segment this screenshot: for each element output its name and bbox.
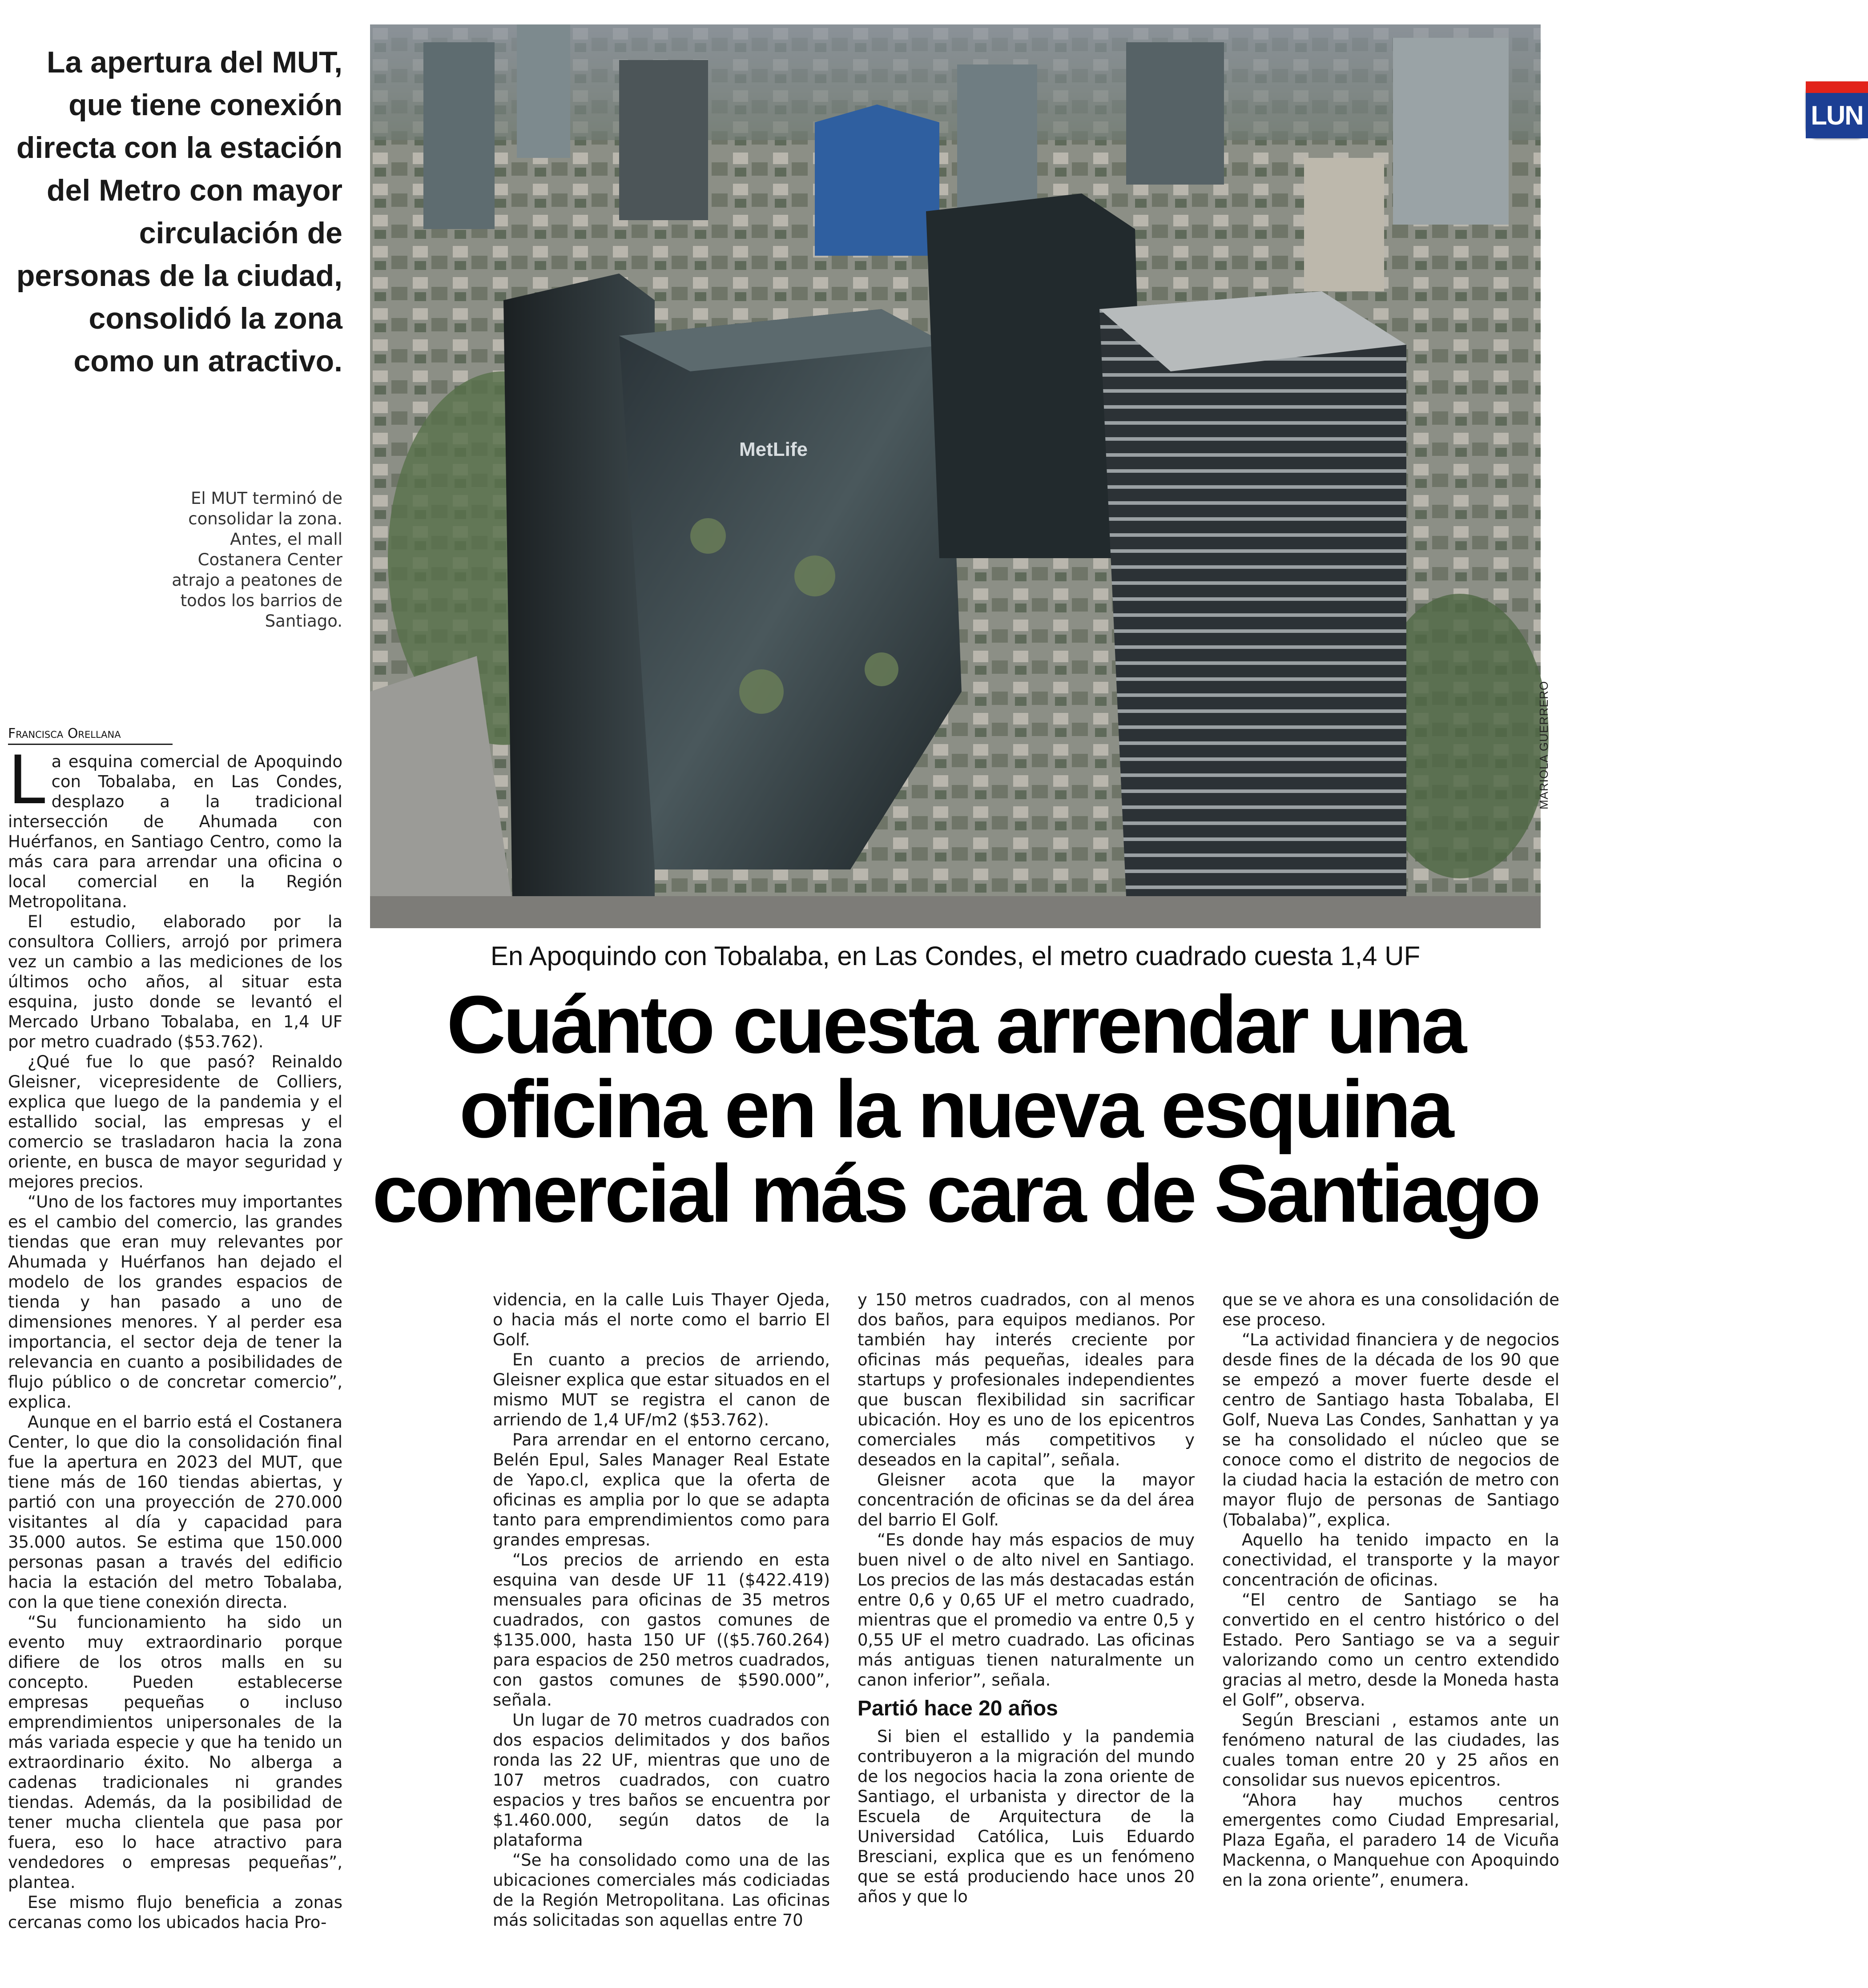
paragraph: ¿Qué fue lo que pasó? Reinaldo Gleisner, vicepresidente de Colliers, explica que luego de la pandemia y el estallido social, las empresas y el comercio se trasladaron hacia la zona oriente, en busca de mayor seguridad y mejores precios.: [8, 1052, 342, 1191]
headline-line-2: oficina en la nueva esquina: [459, 1063, 1452, 1155]
paragraph: a esquina comercial de Apoquindo con Tobalaba, en Las Condes, desplazo a la tradicional intersección de Ahumada con Huérfanos, en Santiago Centro, como la más cara para arrendar una oficina o local comercial en la Región Metropolitana.: [8, 752, 342, 911]
article-column-2: [493, 1290, 830, 1984]
aerial-photo-illustration: [370, 24, 1541, 928]
lun-logo-badge: [1806, 81, 1868, 138]
pull-quote: La apertura del MUT, que tiene conexión directa con la estación del Metro con mayor circulación de personas de la ciudad, consolidó la zona como un atractivo.: [16, 45, 342, 378]
article-column-4: [1222, 1290, 1559, 1984]
paragraph: Para arrendar en el entorno cercano, Belén Epul, Sales Manager Real Estate de Yapo.cl, explica que la oferta de oficinas es amplia por lo que se adapta tanto para emprendimientos como para grandes empresas.: [493, 1430, 830, 1549]
paragraph: “Ahora hay muchos centros emergentes como Ciudad Empresarial, Plaza Egaña, el paradero 14 de Vicuña Mackenna, o Manquehue con Apoquindo en la zona oriente”, enumera.: [1222, 1791, 1559, 1890]
paragraph: Si bien el estallido y la pandemia contribuyeron a la migración del mundo de los negocios hacia la zona oriente de Santiago, el urbanista y director de la Escuela de Arquitectura de la Universidad Católica, Luis Eduardo Bresciani, explica que es un fenómeno que se está produciendo hace unos 20 años y que lo: [858, 1727, 1195, 1906]
paragraph: Gleisner acota que la mayor concentración de oficinas se da del área del barrio El Golf.: [858, 1470, 1195, 1529]
lun-logo-text: LUN: [1806, 93, 1868, 138]
headline: [370, 978, 1541, 1239]
paragraph: “El centro de Santiago se ha convertido en el centro histórico o del Estado. Pero Santiago se va a seguir valorizando como un centro extendido gracias al metro, desde la Moneda hasta el Golf”, observa.: [1222, 1590, 1559, 1710]
paragraph: El estudio, elaborado por la consultora Colliers, arrojó por primera vez un cambio a las mediciones de los últimos ocho años, al situar esta esquina, justo donde se levantó el Mercado Urbano Tobalaba, en 1,4 UF por metro cuadrado ($53.762).: [8, 912, 342, 1051]
kicker: En Apoquindo con Tobalaba, en Las Condes, el metro cuadrado cuesta 1,4 UF: [490, 941, 1421, 971]
paragraph: y 150 metros cuadrados, con al menos dos baños, para equipos medianos. Por también hay interés creciente por oficinas más pequeñas, ideales para startups y profesionales independientes que buscan flexibilidad sin sacrificar ubicación. Hoy es uno de los epicentros comerciales más competitivos y deseados en la capital”, señala.: [858, 1290, 1195, 1469]
paragraph: Ese mismo flujo beneficia a zonas cercanas como los ubicados hacia Pro-: [8, 1893, 342, 1932]
paragraph: Aunque en el barrio está el Costanera Center, lo que dio la consolidación final fue la apertura en 2023 del MUT, que tiene más de 160 tiendas abiertas, y partió con una proyección de 270.000 visitantes al día y capacidad para 35.000 autos. Se estima que 150.000 personas pasan a través del edificio hacia la estación del metro Tobalaba, con la que tiene conexión directa.: [8, 1413, 342, 1612]
paragraph: “Su funcionamiento ha sido un evento muy extraordinario porque difiere de los otros malls en su concepto. Pueden establecerse empresas pequeñas o incluso emprendimientos unipersonales de la más variada especie y que ha tenido un extraordinario éxito. No alberga a cadenas tradicionales ni grandes tiendas. Además, da la posibilidad de tener mucha clientela que pasa por fuera, eso lo hace atractivo para vendedores o empresas pequeñas”, plantea.: [8, 1613, 342, 1892]
subheading: Partió hace 20 años: [858, 1697, 1058, 1720]
article-column-1: [8, 742, 342, 1979]
paragraph: “La actividad financiera y de negocios desde fines de la década de los 90 que se empezó a mover fuerte desde el centro de Santiago hasta Tobalaba, El Golf, Nueva Las Condes, Sanhattan y ya se ha consolidado el núcleo que se conoce como el distrito de negocios de la ciudad hacia la estación de metro con mayor flujo de personas de Santiago (Tobalaba)”, explica.: [1222, 1330, 1559, 1529]
headline-line-1: Cuánto cuesta arrendar una: [447, 978, 1464, 1070]
paragraph: Un lugar de 70 metros cuadrados con dos espacios delimitados y dos baños ronda las 22 UF, mientras que uno de 107 metros cuadrados, con cuatro espacios y tres baños se encuentra por $1.460.000, según datos de la plataforma: [493, 1710, 830, 1850]
paragraph: “Los precios de arriendo en esta esquina van desde UF 11 ($422.419) mensuales para oficinas de 35 metros cuadrados, con gastos comunes de $135.000, hasta 150 UF (($5.760.264) para espacios de 250 metros cuadrados, con gastos comunes de $590.000”, señala.: [493, 1550, 830, 1710]
paragraph: que se ve ahora es una consolidación de ese proceso.: [1222, 1290, 1559, 1329]
dropcap: L: [8, 742, 45, 819]
paragraph: Aquello ha tenido impacto en la conectividad, el transporte y la mayor concentración de oficinas.: [1222, 1530, 1559, 1590]
photo-credit: MARIOLA GUERRERO: [1537, 680, 1550, 809]
paragraph: videncia, en la calle Luis Thayer Ojeda, o hacia más el norte como el barrio El Golf.: [493, 1290, 830, 1349]
headline-line-3: comercial más cara de Santiago: [372, 1147, 1539, 1239]
paragraph: “Se ha consolidado como una de las ubicaciones comerciales más codiciadas de la Región Metropolitana. Las oficinas más solicitadas son aquellas entre 70: [493, 1851, 830, 1930]
article-column-3: [858, 1290, 1195, 1984]
paragraph: “Uno de los factores muy importantes es el cambio del comercio, las grandes tiendas que eran muy relevantes por Ahumada y Huérfanos han dejado el modelo de los grandes espacios de tienda y han pasado a uno de dimensiones menores. Y al perder esa importancia, el sector deja de tener la relevancia en cuanto a posibilidades de flujo público o de concretar comercio”, explica.: [8, 1192, 342, 1412]
paragraph: “Es donde hay más espacios de muy buen nivel o de alto nivel en Santiago. Los precios de las más destacadas están entre 0,6 y 0,65 UF el metro cuadrado, mientras que el promedio va entre 0,5 y 0,55 UF el metro cuadrado. Las oficinas más antiguas tienen naturalmente un canon inferior”, señala.: [858, 1530, 1195, 1690]
photo-caption: El MUT terminó de consolidar la zona. Antes, el mall Costanera Center atrajo a peatones de todos los barrios de Santiago.: [172, 489, 342, 631]
building-sign: MetLife: [739, 439, 808, 460]
byline: Francisca Orellana: [8, 725, 173, 745]
paragraph: En cuanto a precios de arriendo, Gleisner explica que estar situados en el mismo MUT se registra el canon de arriendo de 1,4 UF/m2 ($53.762).: [493, 1350, 830, 1429]
paragraph: Según Bresciani , estamos ante un fenómeno natural de las ciudades, las cuales toman entre 20 y 25 años en consolidar sus nuevos epicentros.: [1222, 1710, 1559, 1790]
